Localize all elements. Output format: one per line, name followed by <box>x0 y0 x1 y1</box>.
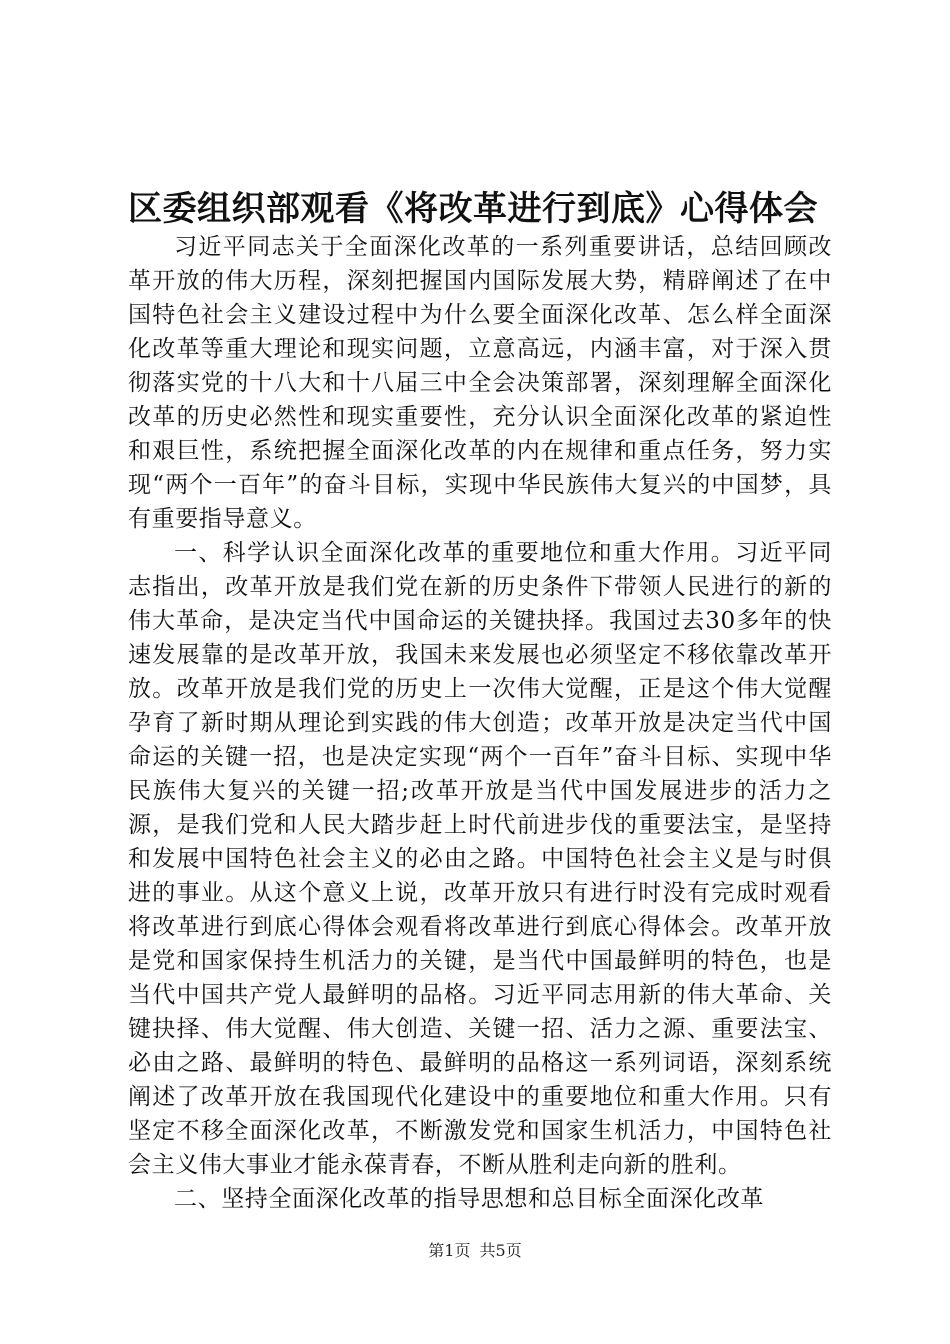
document-body <box>128 230 832 1216</box>
paragraph-section-2: 二、坚持全面深化改革的指导思想和总目标全面深化改革 <box>174 1186 764 1212</box>
total-pages: 共5页 <box>479 1241 522 1260</box>
page-number: 第1页 <box>428 1241 471 1260</box>
paragraph-intro: 习近平同志关于全面深化改革的一系列重要讲话，总结回顾改革开放的伟大历程，深刻把握国内国际发展大势，精辟阐述了在中国特色社会主义建设过程中为什么要全面深化改革、怎么样全面深化改革等重大理论和现实问题，立意高远，内涵丰富，对于深入贯彻落实党的十八大和十八届三中全会决策部署，深刻理解全面深化改革的历史必然性和现实重要性，充分认识全面深化改革的紧迫性和艰巨性，系统把握全面深化改革的内在规律和重点任务，努力实现“两个一百年”的奋斗目标，实现中华民族伟大复兴的中国梦，具有重要指导意义。 <box>128 234 832 532</box>
document-title: 区委组织部观看《将改革进行到底》心得体会 <box>128 189 818 229</box>
paragraph-section-1: 一、科学认识全面深化改革的重要地位和重大作用。习近平同志指出，改革开放是我们党在新的历史条件下带领人民进行的新的伟大革命，是决定当代中国命运的关键抉择。我国过去30多年的快速发展靠的是改革开放，我国未来发展也必须坚定不移依靠改革开放。改革开放是我们党的历史上一次伟大觉醒，正是这个伟大觉醒孕育了新时期从理论到实践的伟大创造；改革开放是决定当代中国命运的关键一招，也是决定实现“两个一百年”奋斗目标、实现中华民族伟大复兴的关键一招;改革开放是当代中国发展进步的活力之源，是我们党和人民大踏步赶上时代前进步伐的重要法宝，是坚持和发展中国特色社会主义的必由之路。中国特色社会主义是与时俱进的事业。从这个意义上说，改革开放只有进行时没有完成时观看将改革进行到底心得体会观看将改革进行到底心得体会。改革开放是党和国家保持生机活力的关键，是当代中国最鲜明的特色，也是当代中国共产党人最鲜明的品格。习近平同志用新的伟大革命、关键抉择、伟大觉醒、伟大创造、关键一招、活力之源、重要法宝、必由之路、最鲜明的特色、最鲜明的品格这一系列词语，深刻系统阐述了改革开放在我国现代化建设中的重要地位和重大作用。只有坚定不移全面深化改革，不断激发党和国家生机活力，中国特色社会主义伟大事业才能永葆青春，不断从胜利走向新的胜利。 <box>128 540 832 1178</box>
page-footer <box>0 1240 950 1262</box>
